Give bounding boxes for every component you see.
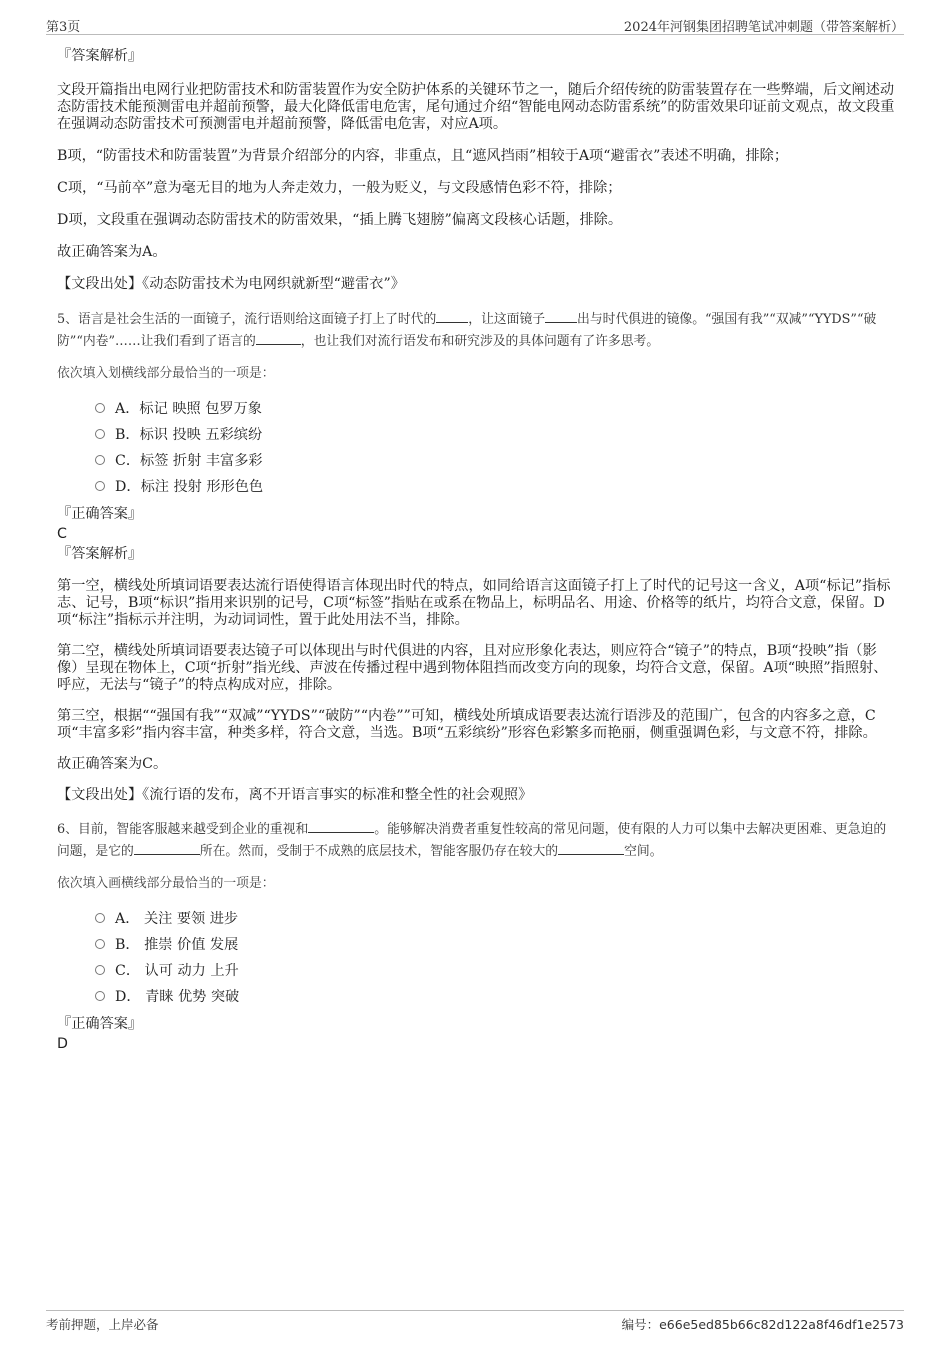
question-6-options [95, 906, 897, 1010]
question-5-source: 【文段出处】《流行语的发布，离不开语言事实的标准和整全性的社会观照》 [57, 787, 533, 803]
page-header [46, 14, 904, 35]
question-5-analysis-p2: 第二空，横线处所填词语要表达镜子可以体现出与时代俱进的内容，且对应形象化表达，则应符合“镜子”的特点，B项“投映”指（影像）呈现在物体上，C项“折射”指光线、声波在传播过程中遇到物体阻挡而改变方向的现象，均符合文意，保留。A项“映照”指照射、呼应，无法与“镜子”的特点构成对应，排除。 [57, 643, 888, 693]
question-5-answer-label: 『正确答案』 [57, 506, 143, 522]
question-6-intro: 依次填入画横线部分最恰当的一项是： [57, 876, 275, 891]
question-5-options [95, 396, 897, 500]
question-5-intro: 依次填入划横线部分最恰当的一项是： [57, 366, 275, 381]
option-a[interactable]: A．标记 映照 包罗万象 [95, 396, 897, 422]
option-c[interactable]: C．标签 折射 丰富多彩 [95, 448, 897, 474]
prev-analysis-label: 『答案解析』 [57, 48, 143, 64]
prev-analysis-p3: C项，“马前卒”意为毫无目的地为人奔走效力，一般为贬义，与文段感情色彩不符，排除； [57, 180, 622, 196]
question-5-stem: 5、语言是社会生活的一面镜子，流行语则给这面镜子打上了时代的 ，让这面镜子 出与时代俱进的镜像。“强国有我”“双减”“YYDS”“破防”“内卷”……让我们看到了语言的 ，也让我们对流行语发布和研究涉及的具体问题有了许多思考。 [57, 308, 897, 352]
prev-analysis-p1: 文段开篇指出电网行业把防雷技术和防雷装置作为安全防护体系的关键环节之一，随后介绍传统的防雷装置存在一些弊端，后文阐述动态防雷技术能预测雷电并超前预警，最大化降低雷电危害，尾句通过介绍“智能电网动态防雷系统”的防雷效果印证前文观点，故文段重在强调动态防雷技术可预测雷电并超前预警，降低雷电危害，对应A项。 [57, 82, 895, 132]
question-5-analysis-label: 『答案解析』 [57, 546, 143, 562]
question-5-analysis-p1: 第一空，横线处所填词语要表达流行语使得语言体现出时代的特点，如同给语言这面镜子打上了时代的记号这一含义，A项“标记”指标志、记号，B项“标识”指用来识别的记号，C项“标签”指贴在或系在物品上，标明品名、用途、价格等的纸片，均符合文意，保留。D项“标注”指标示并注明，为动词词性，置于此处用法不当，排除。 [57, 578, 891, 628]
prev-source: 【文段出处】《动态防雷技术为电网织就新型“避雷衣”》 [57, 276, 405, 292]
radio-icon[interactable] [95, 939, 105, 949]
page-footer [46, 1310, 904, 1333]
prev-analysis-p2: B项，“防雷技术和防雷装置”为背景介绍部分的内容，非重点，且“遮风挡雨”相较于A项“避雷衣”表述不明确，排除； [57, 148, 789, 164]
option-b[interactable]: B． 推崇 价值 发展 [95, 932, 897, 958]
radio-icon[interactable] [95, 429, 105, 439]
question-6-answer-label: 『正确答案』 [57, 1016, 143, 1032]
prev-conclusion: 故正确答案为A。 [57, 244, 167, 260]
question-5-conclusion: 故正确答案为C。 [57, 756, 168, 772]
radio-icon[interactable] [95, 965, 105, 975]
radio-icon[interactable] [95, 913, 105, 923]
option-c[interactable]: C． 认可 动力 上升 [95, 958, 897, 984]
option-d[interactable]: D． 青睐 优势 突破 [95, 984, 897, 1010]
blank-3 [558, 840, 624, 855]
page-number: 第3页 [46, 20, 81, 35]
document-code: 编号：e66e5ed85b66c82d122a8f46df1e2573 [621, 1317, 904, 1332]
page-content [57, 40, 897, 1054]
document-title: 2024年河钢集团招聘笔试冲刺题（带答案解析） [623, 20, 904, 35]
question-6-answer: D [57, 1036, 68, 1052]
blank-1 [436, 308, 468, 323]
blank-1 [308, 818, 374, 833]
prev-analysis-p4: D项，文段重在强调动态防雷技术的防雷效果，“插上腾飞翅膀”偏离文段核心话题，排除。 [57, 212, 623, 228]
blank-3 [256, 330, 301, 345]
radio-icon[interactable] [95, 403, 105, 413]
blank-2 [134, 840, 200, 855]
radio-icon[interactable] [95, 991, 105, 1001]
option-d[interactable]: D．标注 投射 形形色色 [95, 474, 897, 500]
radio-icon[interactable] [95, 455, 105, 465]
question-6-stem: 6、目前，智能客服越来越受到企业的重视和 。能够解决消费者重复性较高的常见问题，使有限的人力可以集中去解决更困难、更急迫的问题，是它的 所在。然而，受制于不成熟的底层技术，智能客服仍存在较大的 空间。 [57, 818, 897, 862]
footer-slogan: 考前押题，上岸必备 [46, 1317, 159, 1332]
radio-icon[interactable] [95, 481, 105, 491]
question-5-analysis-p3: 第三空，根据““强国有我”“双减”“YYDS”“破防”“内卷””可知，横线处所填成语要表达流行语涉及的范围广，包含的内容多之意，C项“丰富多彩”指内容丰富，种类多样，符合文意，当选。B项“五彩缤纷”形容色彩繁多而艳丽，侧重强调色彩，与文意不符，排除。 [57, 708, 877, 741]
blank-2 [545, 308, 577, 323]
option-b[interactable]: B．标识 投映 五彩缤纷 [95, 422, 897, 448]
question-5-answer: C [57, 526, 67, 542]
option-a[interactable]: A． 关注 要领 进步 [95, 906, 897, 932]
